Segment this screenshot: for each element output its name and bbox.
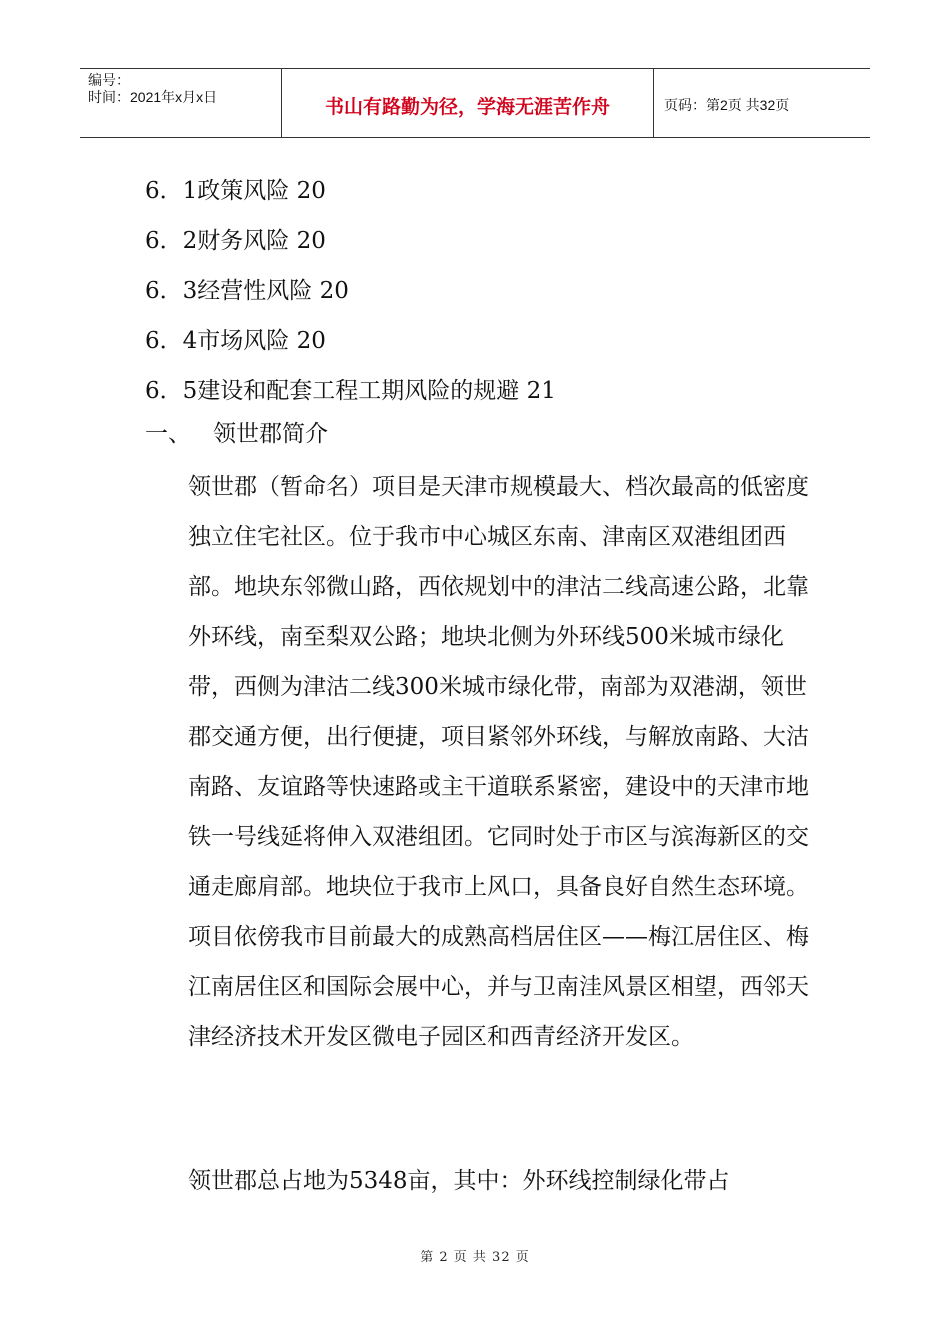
header-meta <box>80 69 282 137</box>
page-footer: 第 2 页 共 32 页 <box>420 1250 530 1265</box>
document-number-label: 编号： <box>88 72 130 88</box>
toc-item: 6．2财务风险 20 <box>145 228 326 254</box>
body-paragraph: 领世郡总占地为5348亩，其中：外环线控制绿化带占 <box>188 1168 730 1194</box>
body-paragraph: 领世郡（暂命名）项目是天津市规模最大、档次最高的低密度独立住宅社区。位于我市中心城区东南、津南区双港组团西部。地块东邻微山路，西依规划中的津沽二线高速公路，北靠外环线，南至梨双公路；地块北侧为外环线500米城市绿化带，西侧为津沽二线300米城市绿化带，南部为双港湖，领世郡交通方便，出行便捷，项目紧邻外环线，与解放南路、大沽南路、友谊路等快速路或主干道联系紧密，建设中的天津市地铁一号线延将伸入双港组团。它同时处于市区与滨海新区的交通走廊肩部。地块位于我市上风口，具备良好自然生态环境。项目依傍我市目前最大的成熟高档居住区——梅江居住区、梅江南居住区和国际会展中心，并与卫南洼风景区相望，西邻天津经济技术开发区微电子园区和西青经济开发区。 <box>188 474 809 1050</box>
toc-item: 6．4市场风险 20 <box>145 328 326 354</box>
table-of-contents <box>145 166 556 416</box>
section-heading <box>145 416 328 452</box>
section-number: 一、 <box>145 421 191 447</box>
header-motto: 书山有路勤为径，学海无涯苦作舟 <box>282 69 654 137</box>
document-time-label: 时间：2021年x月x日 <box>88 89 218 105</box>
page-header <box>80 68 870 138</box>
toc-item: 6．3经营性风险 20 <box>145 278 349 304</box>
header-page-info: 页码：第2页 共32页 <box>664 97 790 113</box>
section-title: 领世郡简介 <box>213 421 328 447</box>
toc-item: 6．1政策风险 20 <box>145 178 326 204</box>
toc-item: 6．5建设和配套工程工期风险的规避 21 <box>145 378 556 404</box>
